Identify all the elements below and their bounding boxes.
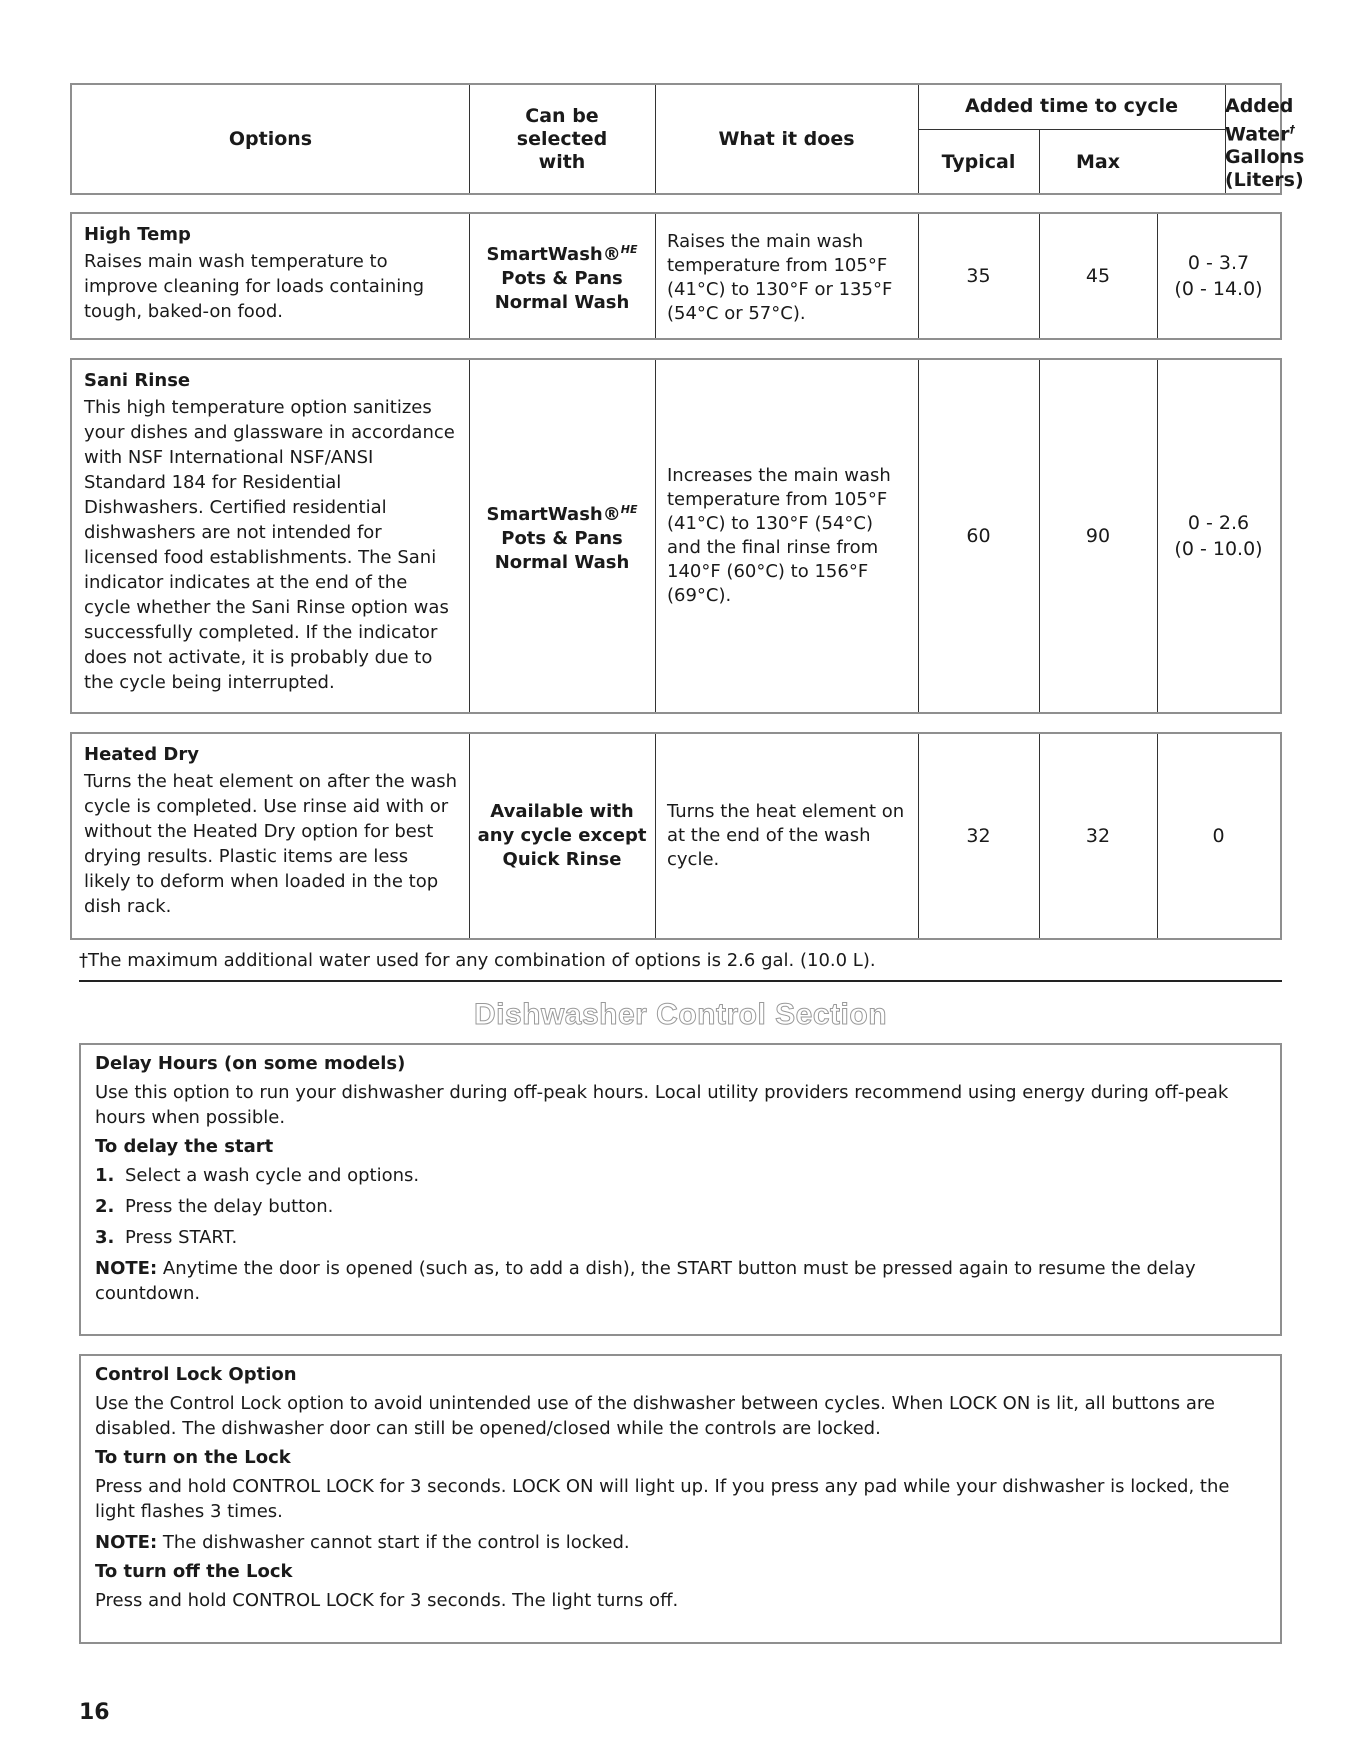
- header-can-be-selected: [469, 85, 655, 193]
- water-liters: (0 - 10.0): [1174, 538, 1263, 560]
- lock-title: Control Lock Option: [95, 1364, 297, 1385]
- table-row: [70, 732, 1282, 940]
- water-gallons: 0 - 3.7: [1187, 252, 1250, 274]
- header-options-label: Options: [228, 127, 313, 150]
- what-text: Turns the heat element on at the end of the wash cycle.: [667, 801, 905, 870]
- header-added-water-line3: Gallons: [1225, 146, 1305, 169]
- delay-title: Delay Hours (on some models): [95, 1053, 406, 1074]
- water-gallons: 0 - 2.6: [1187, 512, 1250, 534]
- selectable-cell: [469, 734, 655, 938]
- selectable-cell: [469, 360, 655, 712]
- option-cell: [72, 214, 469, 338]
- header-can-be-selected-label: Can be selected with: [516, 104, 608, 173]
- selectable-line: any cycle except: [477, 825, 647, 846]
- table-row: [70, 358, 1282, 714]
- option-description: This high temperature option sanitizes your dishes and glassware in accordance with NSF International NSF/ANSI Standard 184 for Residential Dishwashers. Certified residential dishwashers are not intended for licensed food establishments. The Sani indicator indicates at the end of the cycle whether the Sani Rinse option was successfully completed. If the indicator does not activate, it is probably due to the cycle being interrupted.: [84, 397, 455, 693]
- option-title: High Temp: [84, 224, 191, 245]
- lock-on-text: Press and hold CONTROL LOCK for 3 seconds. LOCK ON will light up. If you press any pad while your dishwasher is locked, the light flashes 3 times.: [95, 1476, 1230, 1522]
- selectable-line: Normal Wash: [494, 291, 630, 313]
- option-cell: [72, 734, 469, 938]
- header-added-water-line4: (Liters): [1225, 169, 1304, 192]
- control-lock-panel: [79, 1354, 1282, 1644]
- section-title: Dishwasher Control Section: [473, 998, 888, 1031]
- option-title: Heated Dry: [84, 744, 199, 765]
- header-added-time-label: Added time to cycle: [965, 95, 1178, 117]
- dagger-mark: †: [1289, 123, 1295, 136]
- max-value: 90: [1085, 525, 1111, 547]
- header-options: [72, 85, 469, 193]
- typical-value: 32: [966, 825, 991, 847]
- header-max-label: Max: [1076, 151, 1120, 173]
- lock-off-head: To turn off the Lock: [95, 1561, 293, 1582]
- header-added-time: [918, 85, 1225, 193]
- list-item: 3. Press START.: [95, 1227, 238, 1248]
- option-description: Turns the heat element on after the wash cycle is completed. Use rinse aid with or without the Heated Dry option for best drying results. Plastic items are less likely to deform when loaded in the top dish rack.: [84, 771, 458, 917]
- typical-cell: [918, 734, 1039, 938]
- divider: [79, 980, 1282, 982]
- water-cell: [1157, 214, 1280, 338]
- table-row: [70, 212, 1282, 340]
- what-cell: [655, 734, 918, 938]
- max-cell: [1039, 734, 1157, 938]
- max-cell: [1039, 360, 1157, 712]
- water-cell: [1157, 360, 1280, 712]
- header-what-it-does: [655, 85, 918, 193]
- option-title: Sani Rinse: [84, 370, 191, 391]
- water-liters: (0 - 14.0): [1174, 278, 1263, 300]
- max-value: 45: [1085, 265, 1111, 287]
- delay-note: NOTE: Anytime the door is opened (such as, to add a dish), the START button must be pressed again to resume the delay countdown.: [95, 1258, 1196, 1304]
- delay-hours-panel: [79, 1043, 1282, 1336]
- water-cell: [1157, 734, 1280, 938]
- what-cell: [655, 360, 918, 712]
- option-description: Raises main wash temperature to improve cleaning for loads containing tough, baked-on food.: [84, 251, 425, 322]
- header-what-it-does-label: What it does: [718, 127, 855, 150]
- table-header-row: [70, 83, 1305, 195]
- selectable-line: Available with: [490, 801, 634, 822]
- lock-note: NOTE: The dishwasher cannot start if the control is locked.: [95, 1532, 630, 1553]
- list-item: 2. Press the delay button.: [95, 1196, 334, 1217]
- max-value: 32: [1085, 825, 1111, 847]
- what-text: Increases the main wash temperature from 105°F (41°C) to 130°F (54°C) and the final rinse from 140°F (60°C) to 156°F (69°C).: [667, 465, 891, 606]
- header-added-water-line1: Added: [1225, 95, 1294, 117]
- typical-value: 35: [966, 265, 991, 287]
- list-item: 1. Select a wash cycle and options.: [95, 1165, 420, 1186]
- typical-cell: [918, 214, 1039, 338]
- selectable-line: Quick Rinse: [502, 849, 622, 870]
- water-gallons: 0: [1212, 825, 1225, 847]
- what-cell: [655, 214, 918, 338]
- selectable-cell: [469, 214, 655, 338]
- what-text: Raises the main wash temperature from 105°F (41°C) to 130°F or 135°F (54°C or 57°C).: [667, 231, 893, 324]
- selectable-line: Pots & Pans: [501, 527, 623, 549]
- selectable-line: SmartWash®$^{HE}$: [486, 242, 638, 265]
- selectable-line: SmartWash®$^{HE}$: [486, 502, 638, 525]
- delay-subhead: To delay the start: [95, 1136, 274, 1157]
- selectable-line: Normal Wash: [494, 551, 630, 573]
- typical-cell: [918, 360, 1039, 712]
- page-number: 16: [79, 1700, 110, 1725]
- lock-off-text: Press and hold CONTROL LOCK for 3 seconds. The light turns off.: [95, 1590, 679, 1611]
- delay-intro: Use this option to run your dishwasher during off-peak hours. Local utility providers recommend using energy during off-peak hours when possible.: [95, 1082, 1229, 1128]
- typical-value: 60: [966, 525, 991, 547]
- header-added-water: [1225, 85, 1305, 193]
- option-cell: [72, 360, 469, 712]
- header-added-water-line2: Water†: [1225, 123, 1295, 146]
- header-typical-label: Typical: [941, 151, 1016, 173]
- table-footnote: †The maximum additional water used for any combination of options is 2.6 gal. (10.0 L).: [79, 950, 876, 971]
- lock-intro: Use the Control Lock option to avoid unintended use of the dishwasher between cycles. When LOCK ON is lit, all buttons are disabled. The dishwasher door can still be opened/closed while the controls are locked.: [95, 1393, 1215, 1439]
- selectable-line: Pots & Pans: [501, 267, 623, 289]
- lock-on-head: To turn on the Lock: [95, 1447, 291, 1468]
